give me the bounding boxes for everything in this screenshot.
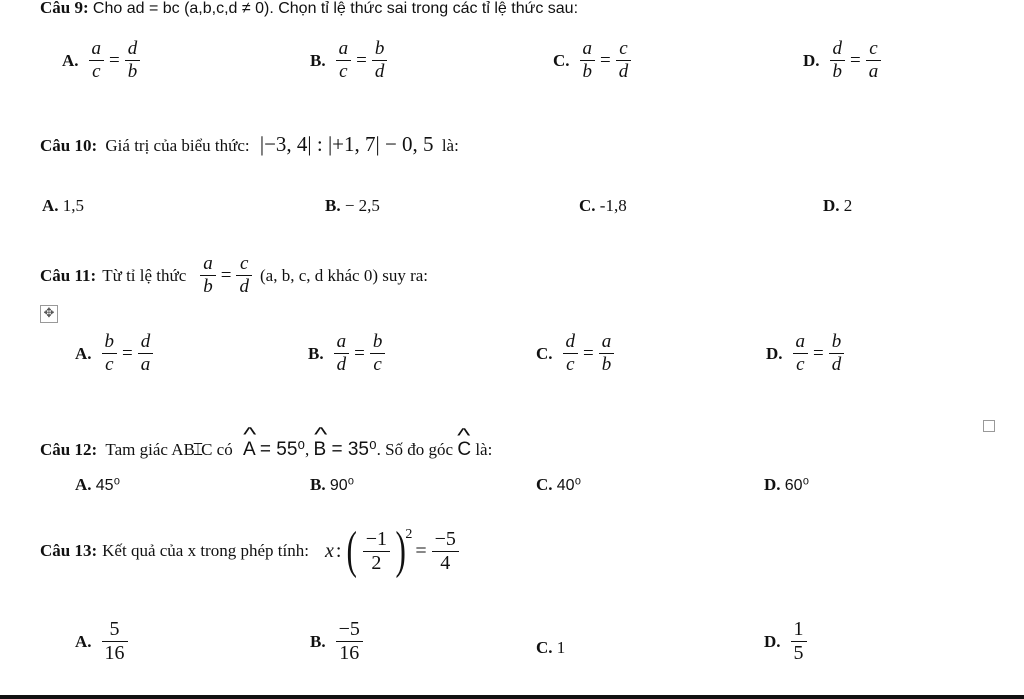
q11-option-b[interactable]: B. $\frac{a}{d}$ = $\frac{b}{c}$ [308, 331, 387, 376]
fraction-denominator: 16 [104, 642, 125, 664]
fraction-denominator: d [831, 354, 842, 375]
option-label: D. [764, 475, 781, 494]
fraction-numerator: a [599, 331, 615, 354]
angle-a: ^ A = 55⁰ [243, 438, 305, 461]
option-label: C. [536, 638, 553, 657]
q10-option-a[interactable] [42, 196, 84, 216]
option-label: B. [310, 475, 326, 494]
fraction-numerator: b [372, 38, 388, 61]
question-text: Cho ad = bc (a,b,c,d ≠ 0). Chọn tỉ lệ thức sai trong các tỉ lệ thức sau: [92, 0, 579, 17]
fraction-denominator: d [336, 354, 347, 375]
fraction-numerator: a [89, 38, 105, 61]
option-value: 45⁰ [95, 477, 120, 494]
fraction-numerator: −1 [363, 528, 390, 552]
fraction-numerator: c [866, 38, 882, 61]
fraction-denominator: c [105, 354, 114, 375]
option-label: B. [325, 196, 341, 215]
fraction-denominator: 5 [793, 642, 804, 664]
fraction-denominator: c [566, 354, 575, 375]
question-11-header: Câu 11: Từ tỉ lệ thức $\frac{a}{b}$ = $\frac{c}{d}$ (a, b, c, d khác 0) suy ra: [40, 253, 429, 297]
q12-option-b[interactable] [310, 475, 354, 495]
option-label: D. [823, 196, 840, 215]
option-value: 60⁰ [784, 477, 809, 494]
fraction-denominator: d [374, 61, 385, 82]
option-label: A. [42, 196, 59, 215]
q11-option-a[interactable]: A. $\frac{b}{c}$ = $\frac{d}{a}$ [75, 331, 155, 376]
option-label: D. [803, 50, 820, 70]
q10-option-c[interactable] [579, 196, 627, 216]
question-label: Câu 10: [40, 136, 98, 155]
fraction-numerator: −5 [336, 618, 363, 642]
q13-option-b[interactable] [310, 618, 365, 665]
fraction-numerator: d [563, 331, 579, 354]
q10-option-b[interactable] [325, 196, 380, 216]
fraction-numerator: c [236, 253, 252, 276]
open-paren: ( [346, 522, 358, 579]
q13-option-c[interactable] [536, 638, 565, 658]
fraction-numerator: b [370, 331, 386, 354]
q9-option-c[interactable]: C. $\frac{a}{b}$ = $\frac{c}{d}$ [553, 38, 633, 83]
move-handle-icon[interactable]: ✥ [40, 305, 58, 323]
fraction-denominator: b [582, 61, 593, 82]
option-label: A. [75, 343, 92, 363]
question-12-header: Câu 12: Tam giác AB⌶C có ^ A = 55⁰, ^ B = 35⁰. Số đo góc ^ C là: [40, 438, 492, 461]
option-label: D. [764, 631, 781, 651]
question-text: Tam giác AB [105, 440, 195, 459]
close-paren: ) [395, 522, 406, 579]
option-value: 2 [843, 196, 853, 215]
fraction-denominator: c [373, 354, 382, 375]
question-label: Câu 9: [40, 0, 89, 17]
question-suffix: (a, b, c, d khác 0) suy ra: [259, 265, 429, 285]
fraction-numerator: −5 [432, 528, 459, 552]
fraction-numerator: a [336, 38, 352, 61]
divide-sign: : [335, 539, 342, 562]
option-label: C. [579, 196, 596, 215]
fraction-denominator: d [618, 61, 629, 82]
question-text: . Số đo góc [376, 440, 454, 459]
fraction-numerator: b [829, 331, 845, 354]
option-value: − 2,5 [344, 196, 380, 215]
fraction-denominator: c [92, 61, 101, 82]
question-suffix: là: [475, 440, 493, 459]
text-cursor-icon: ⌶ [192, 440, 204, 460]
fraction-numerator: c [616, 38, 632, 61]
question-label: Câu 11: [40, 265, 97, 285]
option-value: 90⁰ [329, 477, 355, 494]
option-label: B. [310, 50, 326, 70]
fraction-denominator: b [203, 276, 213, 297]
q9-option-b[interactable]: B. $\frac{a}{c}$ = $\frac{b}{d}$ [310, 38, 389, 83]
option-label: A. [75, 631, 92, 651]
q12-option-d[interactable] [764, 475, 809, 495]
exponent: 2 [405, 527, 413, 542]
option-label: C. [536, 343, 553, 363]
option-value: 1 [556, 638, 566, 657]
math-expression: |−3, 4| : |+1, 7| − 0, 5 [259, 132, 434, 156]
q12-option-a[interactable] [75, 475, 120, 495]
equals-sign: = [415, 539, 427, 562]
option-value: 40⁰ [556, 477, 581, 494]
q11-option-c[interactable]: C. $\frac{d}{c}$ = $\frac{a}{b}$ [536, 331, 616, 376]
fraction-denominator: b [127, 61, 138, 82]
option-label: D. [766, 343, 783, 363]
question-text: Kết quả của x trong phép tính: [102, 541, 309, 560]
question-10-header [40, 132, 459, 157]
fraction-numerator: a [580, 38, 596, 61]
q13-option-d[interactable] [764, 618, 809, 665]
fraction-numerator: a [334, 331, 350, 354]
question-text: Giá trị của biểu thức: [105, 136, 250, 155]
fraction-numerator: d [138, 331, 154, 354]
question-13-header [40, 522, 461, 579]
option-label: A. [62, 50, 79, 70]
fraction-denominator: c [796, 354, 805, 375]
option-label: C. [553, 50, 570, 70]
option-value: -1,8 [599, 196, 627, 215]
resize-handle[interactable] [983, 420, 995, 432]
variable-x: x [324, 539, 334, 562]
fraction-denominator: a [868, 61, 879, 82]
bottom-border [0, 695, 1024, 699]
fraction-numerator: 1 [791, 618, 807, 642]
fraction-denominator: b [832, 61, 843, 82]
fraction-numerator: b [102, 331, 118, 354]
option-label: B. [308, 343, 324, 363]
fraction-denominator: 4 [440, 551, 451, 574]
question-suffix: là: [441, 136, 459, 155]
fraction-denominator: b [601, 354, 612, 375]
fraction-denominator: d [239, 276, 249, 297]
q10-option-d[interactable] [823, 196, 852, 216]
fraction-denominator: 2 [371, 551, 382, 574]
q9-option-d[interactable]: D. $\frac{d}{b}$ = $\frac{c}{a}$ [803, 38, 883, 83]
question-label: Câu 13: [40, 541, 98, 560]
question-text: C có [201, 440, 233, 459]
angle-b: ^ B = 35⁰ [314, 438, 377, 461]
fraction-numerator: 5 [102, 618, 128, 642]
q13-option-a[interactable] [75, 618, 130, 665]
fraction-numerator: a [200, 253, 216, 276]
option-label: C. [536, 475, 553, 494]
fraction-numerator: d [125, 38, 141, 61]
fraction-numerator: a [793, 331, 809, 354]
option-label: B. [310, 631, 326, 651]
option-value: 1,5 [62, 196, 85, 215]
q11-option-d[interactable]: D. $\frac{a}{c}$ = $\frac{b}{d}$ [766, 331, 846, 376]
fraction-denominator: a [140, 354, 151, 375]
angle-c: ^ C [457, 439, 471, 461]
fraction-numerator: d [830, 38, 846, 61]
question-9-header [40, 0, 578, 18]
fraction-denominator: c [339, 61, 348, 82]
question-label: Câu 12: [40, 440, 98, 459]
q12-option-c[interactable] [536, 475, 581, 495]
fraction-denominator: 16 [339, 642, 360, 664]
q9-option-a[interactable]: A. $\frac{a}{c}$ = $\frac{d}{b}$ [62, 38, 142, 83]
option-label: A. [75, 475, 92, 494]
question-text: Từ tỉ lệ thức [102, 265, 187, 285]
